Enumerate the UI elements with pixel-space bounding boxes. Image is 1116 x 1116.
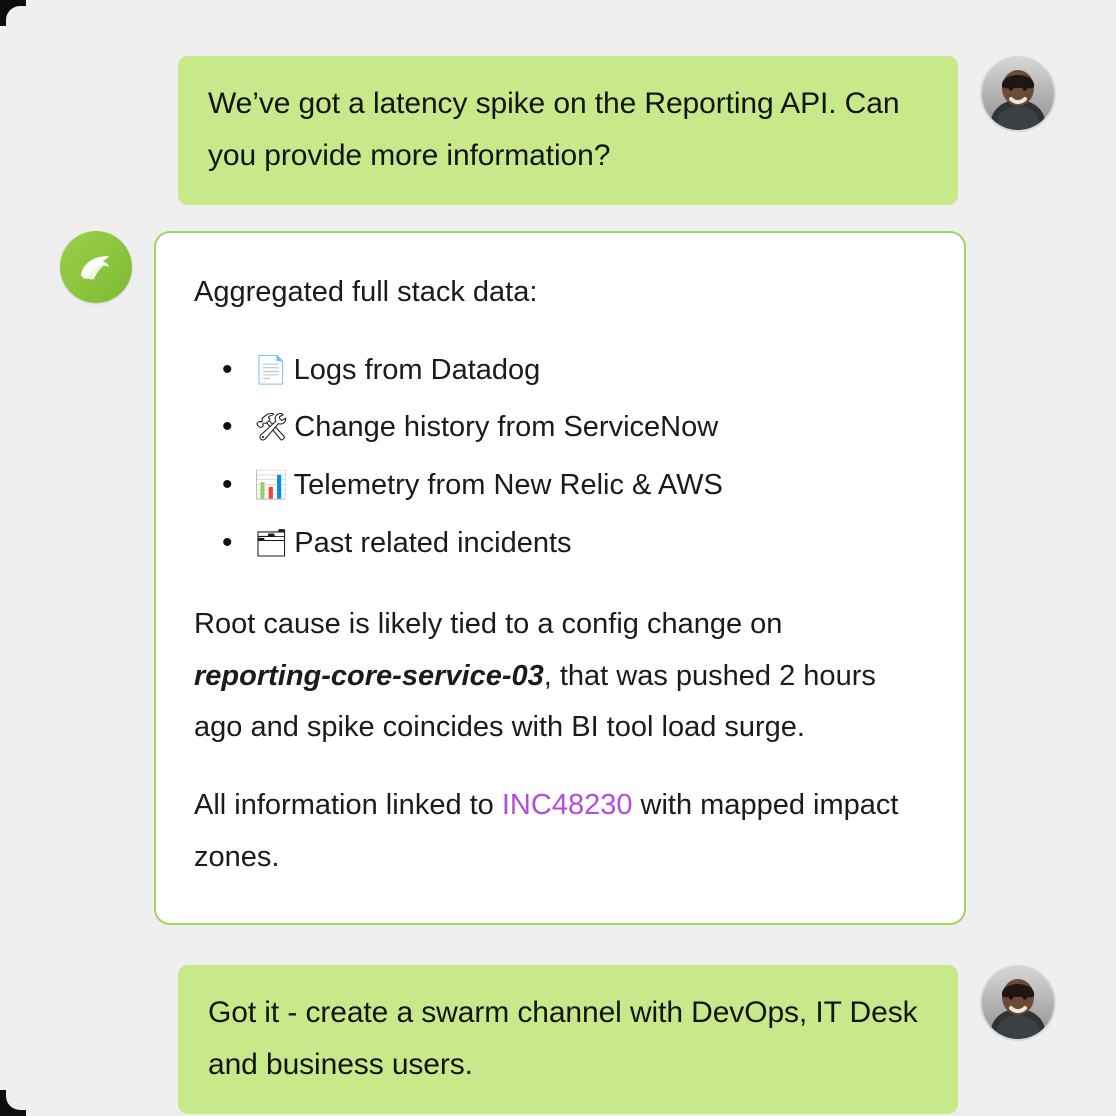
list-item-label: Past related incidents	[294, 526, 572, 559]
message-row-user-2	[60, 965, 1056, 1114]
assistant-logo-icon	[60, 231, 132, 303]
row-spacer	[60, 925, 1056, 965]
root-cause-prefix: Root cause is likely tied to a config change on	[194, 608, 783, 641]
message-row-user-1	[60, 56, 1056, 205]
message-row-assistant-1	[60, 231, 1056, 925]
bar-chart-icon: 📊	[254, 470, 288, 501]
list-item-label: Logs from Datadog	[293, 353, 541, 386]
root-cause-paragraph	[194, 599, 926, 754]
row-spacer	[60, 205, 1056, 231]
aggregated-sources-list	[194, 345, 926, 569]
user-message-bubble: Got it - create a swarm channel with DevOps, IT Desk and business users.	[178, 965, 958, 1114]
assistant-intro-text: Aggregated full stack data:	[194, 276, 538, 309]
list-item	[222, 402, 926, 454]
user-avatar	[980, 965, 1056, 1041]
user-message-bubble: We’ve got a latency spike on the Reporting API. Can you provide more information?	[178, 56, 958, 205]
document-icon: 📄	[254, 354, 288, 385]
linked-prefix: All information linked to	[194, 789, 502, 822]
root-cause-suffix: , that was pushed 2 hours ago and spike coincides with BI tool load surge.	[194, 659, 876, 744]
list-item	[222, 518, 926, 570]
linked-incident-paragraph	[194, 780, 926, 883]
service-name: reporting-core-service-03	[194, 659, 544, 692]
user-avatar	[980, 56, 1056, 132]
list-item	[222, 460, 926, 512]
card-index-dividers-icon: 🗂	[254, 527, 289, 558]
incident-link[interactable]: INC48230	[501, 789, 633, 822]
list-item-label: Change history from ServiceNow	[294, 411, 719, 444]
list-item	[222, 345, 926, 397]
page-corner-bottom-left	[0, 1090, 26, 1116]
tools-icon: 🛠	[254, 412, 289, 443]
list-item-label: Telemetry from New Relic & AWS	[293, 469, 723, 502]
linked-suffix: with mapped impact zones.	[194, 789, 899, 873]
assistant-message-bubble	[154, 231, 966, 925]
page-corner-top-left	[0, 0, 26, 26]
